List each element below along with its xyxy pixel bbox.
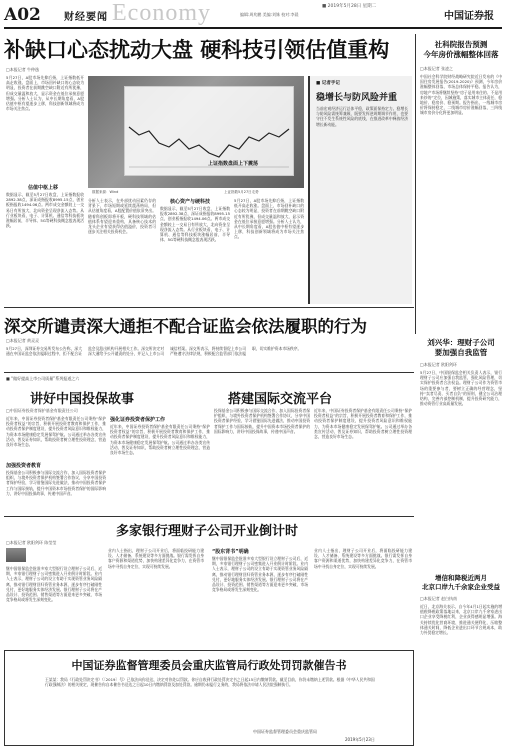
reporter-note-text <box>316 106 408 296</box>
bottom-text-2-body: 业内人士指出，理财子公司开业后，将面临投研能力建设、人才储备、系统建设等多方面挑战。银行需发挥自身客户资源和渠道优势，加快构建差异化竞争力，在资管市场中寻找自身定位，实现可持续发展。 <box>108 548 204 569</box>
sidebar-top-text <box>420 74 502 304</box>
csrc-notice-sign: 中国证券监督管理委员会重庆监管局 <box>253 729 317 734</box>
reporter-note-text-body: 当前宏观经济运行总体平稳，政策面保持定力。稳增长与防风险需统筹兼顾，既要发挥逆周期调节作用，也要守住不发生系统性风险的底线，在推进改革中释放经济增长新动能。 <box>316 106 408 127</box>
series-rule <box>4 372 414 373</box>
photo-credit: 数据来源：Wind <box>92 190 119 194</box>
bottom-text-3-body: 继中国银保监会批准多家大型银行设立理财子公司后，近期，多家银行理财子公司密集进入开业倒计时阶段。业内人士表示，理财子公司的设立有助于实现资管业务风险隔离，推动银行理财回归资管业务本源，逐步有序打破刚性兑付，更好地服务实体经济发展。银行理财子公司将在产品设计、投资范围、销售渠道等方面迎来更多突破，市场竞争格局或将发生深刻变化。 <box>212 556 308 593</box>
csrc-notice-body: 王某某：我局《行政处罚决定书》（〔2019〕号）已依法向你送达，决定对你处以罚款。你应自收到行政处罚决定书之日起15日内缴纳罚款。截至目前，你仍未缴纳上述罚款。根据《中华人民共和国行政强制法》的相关规定，现催告你自本催告书送达之日起10日内缴纳罚款及加处罚款。逾期仍未履行义务的，我局将依法申请人民法院强制执行。 <box>45 677 375 688</box>
sidebar-divider <box>415 34 416 334</box>
series-left-byline: □中国证券投资者保护基金有限责任公司 <box>6 408 78 413</box>
series-right-text-body: 投保基金公司积极参与国际交流合作，加入国际投资者保护组织，与境外投资者保护机构签署合作协议，分享中国投资者保护经验，学习借鉴国际先进做法，推动中国投资者保护工作与国际接轨，提升中国资本市场投资者保护的国际影响力，讲好中国投保故事，传递中国声音。 <box>214 408 310 434</box>
mid-byline: □本报记者 黄灵灵 <box>6 338 40 343</box>
page-header <box>0 0 506 30</box>
lead-subhead-2: 核心资产与硬科技 <box>170 199 211 205</box>
series-left-text <box>6 416 106 458</box>
mid-text-body: 5月27日，深圳证券交易所发布公告称，深大通在中国证监会依法履职过程中，拒不配合证监会及派出机构开展相关工作。深交所决定对深大通给予公开谴责的处分，并记入上市公司诚信档案。深交所表示，将持续督促上市公司严格遵守法律法规，积极配合监管部门依法履职，切实维护资本市场秩序。 <box>6 346 302 357</box>
bottom-text-4 <box>314 548 412 646</box>
bottom-byline: □本报记者 欧阳剑环 陈莹莹 <box>6 540 57 545</box>
lead-subhead-1: 估值中枢上移 <box>28 185 59 191</box>
section-title-en: Economy <box>112 0 211 26</box>
series-tag: ■ “做好提高上市公司质量”系列报道之六 <box>6 376 80 381</box>
series-left-text-body: 近年来，中国证券投资者保护基金有限责任公司秉持“保护投资者权益”的宗旨，积极开展投资者教育和保护工作，推动投资者保护制度建设，提升投资者风险意识和维权能力，为资本市场健康稳定发展保驾护航。公司通过举办各类宣传活动，普及证券知识，帮助投资者树立理性投资理念，营造良好市场生态。 <box>6 416 106 448</box>
lead-column-4-text: 5月27日，A股市场先抑后扬，上证指数低开高走收涨。盘面上，市场回补缺口的心态较为明显，投资者在前期跳空缺口附近有所犹豫，但成交量温和放大，显示资金在低位承接意愿增强。分析人士认为，从中长期角度看，A股估值中枢有望逐步上移，科技创新领域将成为市场关注焦点。 <box>234 198 304 240</box>
paper-name: 中国证券报 <box>444 11 494 22</box>
series-left-subhead-2: 强化证券投资者保护工作 <box>110 417 166 423</box>
bottom-subhead: “股东背书”明确 <box>212 549 249 555</box>
lead-photo <box>88 76 304 188</box>
bottom-rule <box>4 516 414 517</box>
bottom-text-2 <box>108 548 204 646</box>
lead-column-1b <box>6 192 84 302</box>
series-mid-text <box>110 424 210 512</box>
csrc-notice <box>4 650 414 746</box>
date-line: ■ 2019年5月28日 星期二 <box>322 4 377 9</box>
bottom-photo <box>6 548 26 562</box>
series-right-headline: 搭建国际交流平台 <box>228 392 333 407</box>
page-code: A02 <box>4 5 41 25</box>
reporter-note-label: ■ 记者手记 <box>316 81 340 86</box>
series-left-headline: 讲好中国投保故事 <box>30 392 135 407</box>
lead-column-3 <box>160 206 230 304</box>
bottom-text-1-body: 继中国银保监会批准多家大型银行设立理财子公司后，近期，多家银行理财子公司密集进入开业倒计时阶段。业内人士表示，理财子公司的设立有助于实现资管业务风险隔离，推动银行理财回归资管业务本源，逐步有序打破刚性兑付，更好地服务实体经济发展。银行理财子公司将在产品设计、投资范围、销售渠道等方面迎来更多突破，市场竞争格局或将发生深刻变化。 <box>6 566 102 603</box>
series-mid-text-body: 近年来，中国证券投资者保护基金有限责任公司秉持“保护投资者权益”的宗旨，积极开展投资者教育和保护工作，推动投资者保护制度建设，提升投资者风险意识和维权能力，为资本市场健康稳定发展保驾护航。公司通过举办各类宣传活动，普及证券知识，帮助投资者树立理性投资理念，营造良好市场生态。 <box>110 424 210 456</box>
reporter-note-title: 稳增长与防风险并重 <box>316 93 398 103</box>
series-left-subhead-1: 加强投资者教育 <box>6 463 42 469</box>
right-col-text-body: 5月27日，中国银保监会相关负责人表示，银行理财子公司应加强自我监管，强化风险管理，切实保护投资者合法权益。理财子公司作为资管市场的重要参与者，要树立正确的经营理念，坚持“卖者尽责、买者自负”的原则，健全公司治理结构，完善内部控制机制，提升投资研究能力，推动资管行业高质量发展。 <box>420 370 502 407</box>
editor-line: 编辑:周兆鹏 美编:刘姝 校对:李晨 <box>240 12 299 17</box>
series-left-text-2-body: 投保基金公司积极参与国际交流合作，加入国际投资者保护组织，与境外投资者保护机构签署合作协议，分享中国投资者保护经验，学习借鉴国际先进做法，推动中国投资者保护工作与国际接轨，提升中国资本市场投资者保护的国际影响力，讲好中国投保故事，传递中国声音。 <box>6 470 106 496</box>
lead-column-1 <box>6 75 84 180</box>
lead-column-1b-text: 数据显示，截至5月27日收盘，上证指数报收2892.38点，深证成指报收8995.15点，创业板指报收1494.06点。两市成交金额较上一交易日有所放大，北向资金呈现净流入态势。从行业板块看，电子、计算机、通信等科技板块涨幅居前，半导体、5G等硬科技概念股表现活跃。 <box>6 192 84 229</box>
right-bottom-title: 增信和降税近两月 北京口岸九千余家企业受益 <box>422 574 500 591</box>
mid-rule-top <box>4 307 414 308</box>
header-rule <box>4 27 502 29</box>
lead-column-3-text: 数据显示，截至5月27日收盘，上证指数报收2892.38点，深证成指报收8995.15点，创业板指报收1494.06点。两市成交金额较上一交易日有所放大，北向资金呈现净流入态势。从行业板块看，电子、计算机、通信等科技板块涨幅居前，半导体、5G等硬科技概念股表现活跃。 <box>160 206 230 243</box>
lead-headline: 补缺口心态扰动大盘 硬科技引领估值重构 <box>4 38 390 62</box>
right-bottom-text <box>420 604 502 744</box>
reporter-note-box <box>308 76 412 304</box>
sidebar-top-text-body: 中国社会科学院财经战略研究院近日发布的《中国住房发展报告(2019-2020)》预测，今年房价涨幅整体回落，市场总体保持平稳。报告认为，房地产市场将继续坚持“房子是用来住的、不是用来炒的”定位，因城施策，落实城市主体责任，稳地价、稳房价、稳预期。报告指出，一线城市房价将保持稳定，二线城市房价涨幅回落，三四线城市房价分化将更加明显。 <box>420 74 502 116</box>
section-title: 财经要闻 <box>64 12 108 23</box>
bottom-text-3 <box>212 556 308 646</box>
series-right-text-2-body: 近年来，中国证券投资者保护基金有限责任公司秉持“保护投资者权益”的宗旨，积极开展投资者教育和保护工作，推动投资者保护制度建设，提升投资者风险意识和维权能力，为资本市场健康稳定发展保驾护航。公司通过举办各类宣传活动，普及证券知识，帮助投资者树立理性投资理念，营造良好市场生态。 <box>314 408 412 440</box>
bottom-headline: 多家银行理财子公司开业倒计时 <box>116 524 299 539</box>
lead-column-1-text: 5月27日，A股市场先抑后扬，上证指数低开高走收涨。盘面上，市场回补缺口的心态较为明显，投资者在前期跳空缺口附近有所犹豫，但成交量温和放大，显示资金在低位承接意愿增强。分析人士认为，从中长期角度看，A股估值中枢有望逐步上移，科技创新领域将成为市场关注焦点。 <box>6 75 84 112</box>
right-col-byline: □本报记者 欧阳剑环 <box>420 362 458 367</box>
lead-column-4 <box>234 198 304 304</box>
photo-caption: 上证指数5月27日走势 <box>224 190 259 194</box>
right-bottom-byline: □本报记者 赵白执南 <box>420 596 458 601</box>
csrc-notice-title: 中国证券监督管理委员会重庆监管局行政处罚罚款催告书 <box>71 659 347 672</box>
series-right-text <box>214 408 310 512</box>
right-col-title: 刘兴华：理财子公司 要加强自我监管 <box>427 338 495 357</box>
bottom-text-1 <box>6 566 102 646</box>
sidebar-top-title: 社科院报告预测 今年房价涨幅整体回落 <box>423 40 499 59</box>
series-right-text-2 <box>314 408 412 512</box>
bottom-text-4-body: 业内人士指出，理财子公司开业后，将面临投研能力建设、人才储备、系统建设等多方面挑战。银行需发挥自身客户资源和渠道优势，加快构建差异化竞争力，在资管市场中寻找自身定位，实现可持续发展。 <box>314 548 412 569</box>
right-bottom-text-body: 近日，北京海关表示，自今年4月1日起实施的增值税降税政策落地以来，北京口岸九千余家进出口企业享受降税红利，企业获得感明显增强。海关持续优化营商环境，推进通关便利化，压缩整体通关时间，降低企业进出口环节合规成本，助力外贸稳定增长。 <box>420 604 502 636</box>
series-left-text-2 <box>6 470 106 512</box>
lead-column-2-text: 分析人士表示，在外部扰动因素仍存的背景下，市场短期或延续震荡格局，但从估值角度看，A股配置价值依旧突出。随着科创板即将开板，硬科技领域的估值体系有望迎来重构，具备核心技术的龙头企业有望获得估值溢价，投资者可逐步关注相关投资机会。 <box>88 198 156 235</box>
sidebar-top-byline: □本报记者 张凌之 <box>420 66 454 71</box>
mid-headline: 深交所谴责深大通拒不配合证监会依法履职的行为 <box>4 317 367 336</box>
mid-text <box>6 346 410 368</box>
lead-byline: □本报记者 牛仲逸 <box>6 67 40 72</box>
chart-label: 上证指数盘面上下震荡 <box>208 161 259 167</box>
right-col-text <box>420 370 502 570</box>
lead-column-2 <box>88 198 156 304</box>
csrc-notice-date: 2019年5月23日 <box>345 737 375 742</box>
